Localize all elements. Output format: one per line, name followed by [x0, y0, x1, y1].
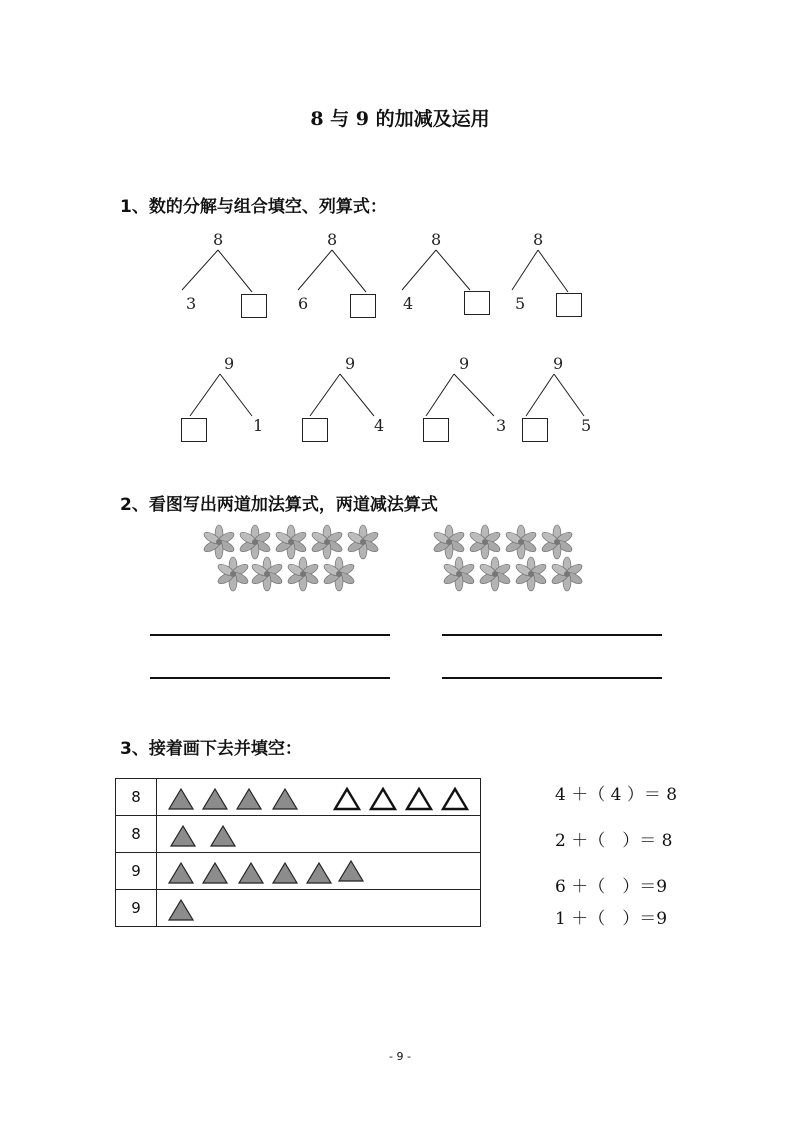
row-number: 9 — [116, 890, 157, 927]
flower-icon — [310, 525, 343, 559]
answer-box[interactable] — [556, 293, 582, 317]
answer-line[interactable] — [442, 634, 662, 636]
flower-icon — [346, 525, 379, 559]
table-row — [116, 853, 481, 890]
outline-triangle-icon — [335, 789, 359, 809]
flower-icon — [216, 557, 249, 591]
flower-icon — [286, 557, 319, 591]
answer-box[interactable] — [522, 418, 548, 442]
answer-line[interactable] — [150, 677, 390, 679]
flower-icon — [274, 525, 307, 559]
filled-triangle-icon — [169, 789, 193, 809]
answer-box[interactable] — [302, 418, 328, 442]
section3-heading: 3、接着画下去并填空： — [120, 739, 302, 759]
answer-line[interactable] — [442, 677, 662, 679]
table-row — [116, 779, 481, 816]
tree-9-a — [190, 374, 252, 416]
flower-icon — [202, 525, 235, 559]
table-row — [116, 816, 481, 853]
outline-triangle-icon — [407, 789, 431, 809]
decomposition-row-8 — [170, 228, 590, 323]
table-row — [116, 890, 481, 927]
flower-icon — [540, 525, 573, 559]
equation[interactable]: 2 ＋（ ）＝ 8 — [555, 831, 673, 851]
triangle-cell[interactable] — [157, 779, 481, 816]
section1-heading: 1、数的分解与组合填空、列算式： — [120, 197, 387, 217]
equation[interactable]: 6 ＋（ ）＝9 — [555, 877, 668, 897]
equation[interactable]: 1 ＋（ ）＝9 — [555, 909, 668, 929]
filled-triangle-icon — [273, 789, 297, 809]
triangle-cell[interactable] — [157, 890, 481, 927]
page-number: - 9 - — [389, 1050, 411, 1063]
tree-right-number: 4 — [374, 416, 385, 435]
outline-triangle-icon — [371, 789, 395, 809]
triangle-group — [157, 779, 477, 815]
flower-icon — [550, 557, 583, 591]
flower-picture — [195, 522, 595, 592]
filled-triangle-icon — [239, 863, 263, 883]
flower-icon — [468, 525, 501, 559]
tree-left-number: 6 — [298, 294, 309, 313]
filled-triangle-icon — [273, 863, 297, 883]
tree-8-c — [402, 250, 470, 290]
tree-left-number: 5 — [515, 294, 526, 313]
answer-box[interactable] — [241, 294, 267, 318]
tree-top-number: 8 — [213, 230, 224, 249]
tree-9-d — [526, 374, 584, 416]
tree-right-number: 3 — [496, 416, 507, 435]
flower-icon — [322, 557, 355, 591]
flower-icon — [478, 557, 511, 591]
triangle-cell[interactable] — [157, 853, 481, 890]
triangle-cell[interactable] — [157, 816, 481, 853]
filled-triangle-icon — [237, 789, 261, 809]
flower-icon — [504, 525, 537, 559]
filled-triangle-icon — [169, 863, 193, 883]
tree-8-a — [182, 250, 252, 292]
tree-top-number: 9 — [345, 354, 356, 373]
tree-left-number: 3 — [186, 294, 197, 313]
page-title: 8 与 9 的加减及运用 — [310, 108, 490, 130]
row-number: 8 — [116, 816, 157, 853]
flower-icon — [250, 557, 283, 591]
section2-heading: 2、看图写出两道加法算式，两道减法算式 — [120, 495, 438, 515]
filled-triangle-icon — [307, 863, 331, 883]
tree-9-c — [426, 374, 494, 416]
tree-8-d — [512, 250, 568, 292]
flower-icon — [432, 525, 465, 559]
tree-right-number: 5 — [581, 416, 592, 435]
tree-left-number: 4 — [403, 294, 414, 313]
answer-box[interactable] — [464, 291, 490, 315]
filled-triangle-icon — [211, 826, 235, 846]
outline-triangle-icon — [443, 789, 467, 809]
tree-top-number: 8 — [431, 230, 442, 249]
answer-box[interactable] — [350, 294, 376, 318]
filled-triangle-icon — [203, 863, 227, 883]
filled-triangle-icon — [171, 826, 195, 846]
triangle-group — [157, 816, 477, 852]
filled-triangle-icon — [339, 861, 363, 881]
tree-top-number: 9 — [459, 354, 470, 373]
flower-icon — [514, 557, 547, 591]
tree-top-number: 9 — [553, 354, 564, 373]
triangle-table — [115, 778, 481, 927]
flower-icon — [238, 525, 271, 559]
tree-9-b — [310, 374, 374, 416]
row-number: 9 — [116, 853, 157, 890]
triangle-group — [157, 853, 477, 889]
tree-top-number: 9 — [224, 354, 235, 373]
tree-top-number: 8 — [327, 230, 338, 249]
triangle-group — [157, 890, 477, 926]
flower-icon — [442, 557, 475, 591]
answer-line[interactable] — [150, 634, 390, 636]
tree-right-number: 1 — [253, 416, 264, 435]
filled-triangle-icon — [169, 900, 193, 920]
row-number: 8 — [116, 779, 157, 816]
filled-triangle-icon — [203, 789, 227, 809]
answer-box[interactable] — [423, 418, 449, 442]
tree-top-number: 8 — [533, 230, 544, 249]
equation: 4 ＋（ 4 ）＝ 8 — [555, 785, 678, 805]
tree-8-b — [298, 250, 366, 292]
answer-box[interactable] — [181, 418, 207, 442]
